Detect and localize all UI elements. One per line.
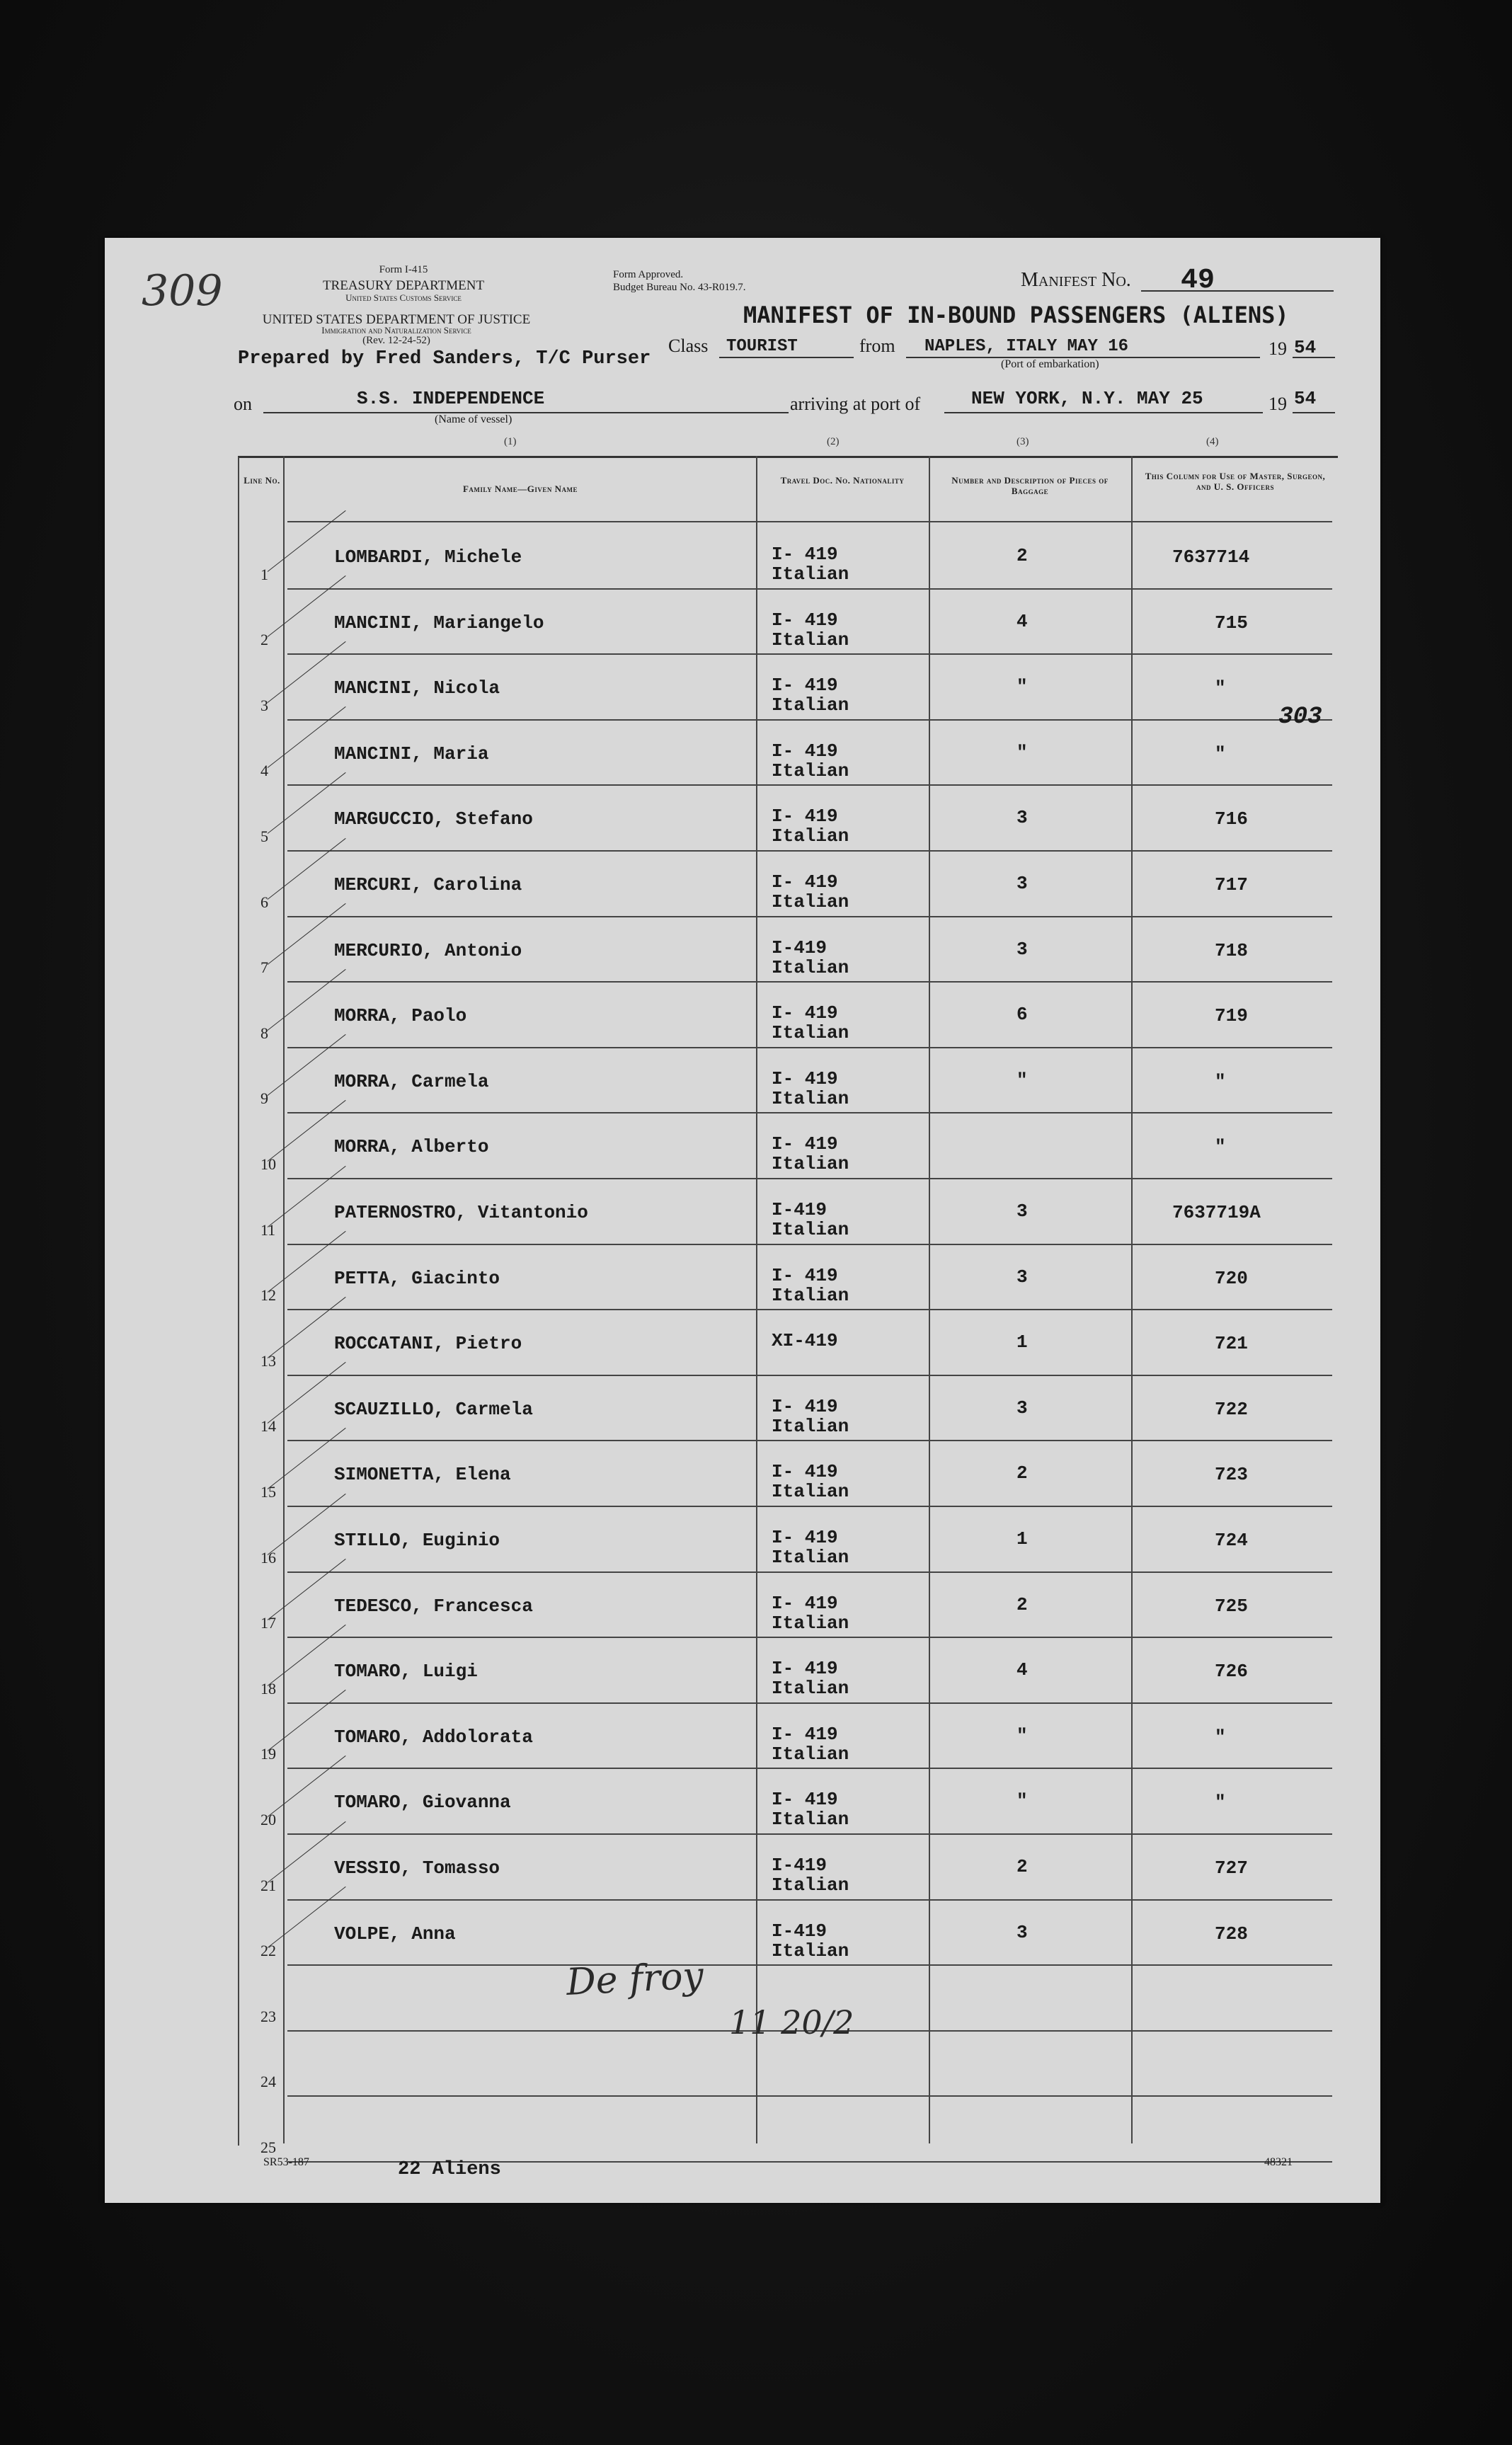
travel-doc-number: I- 419 (772, 871, 838, 893)
travel-doc-number: I- 419 (772, 1002, 838, 1024)
travel-doc-number: I- 419 (772, 1461, 838, 1483)
travel-doc-number: I- 419 (772, 1658, 838, 1680)
row-line-number: 10 (260, 1155, 276, 1173)
nationality: Italian (772, 1153, 849, 1175)
baggage-count: " (1016, 741, 1028, 763)
travel-doc-number: I- 419 (772, 740, 838, 762)
officer-number: 7637719A (1172, 1202, 1261, 1223)
manifest-no-value: 49 (1181, 265, 1215, 297)
nationality: Italian (772, 1219, 849, 1240)
table-row-line (287, 1440, 1332, 1441)
officer-number: 721 (1215, 1333, 1248, 1355)
nationality: Italian (772, 1809, 849, 1831)
officer-number: " (1215, 1726, 1226, 1748)
officer-number: 7637714 (1172, 546, 1250, 568)
arrival-port: NEW YORK, N.Y. MAY 25 (971, 388, 1203, 409)
officer-number: 724 (1215, 1530, 1248, 1551)
handwritten-signature: De froy (565, 1954, 705, 2005)
print-number: 48321 (1264, 2156, 1293, 2168)
nationality: Italian (772, 1284, 849, 1306)
year-2: 54 (1294, 388, 1317, 409)
officer-number: " (1215, 677, 1226, 699)
baggage-count: 2 (1016, 1856, 1028, 1877)
arrival-underline (944, 412, 1263, 413)
manifest-no-label: Manifest No. (1021, 269, 1131, 291)
baggage-count: 3 (1016, 807, 1028, 829)
header-name: Family Name—Given Name (462, 483, 578, 494)
nationality: Italian (772, 891, 849, 912)
baggage-count: 3 (1016, 1397, 1028, 1419)
row-line-number: 24 (260, 2073, 276, 2091)
passenger-name: MORRA, Alberto (334, 1136, 489, 1158)
row-line-number: 20 (260, 1811, 276, 1828)
passenger-name: SIMONETTA, Elena (334, 1464, 511, 1486)
baggage-count: 6 (1016, 1004, 1028, 1026)
passenger-name: MERCURIO, Antonio (334, 939, 522, 961)
travel-doc-number: I- 419 (772, 1264, 838, 1286)
passenger-name: PETTA, Giacinto (334, 1267, 500, 1289)
col-divider (1131, 456, 1133, 2143)
header-bottom-line (287, 521, 1332, 522)
year-prefix-2: 19 (1268, 394, 1287, 414)
class-value: TOURIST (726, 337, 798, 356)
passenger-name: TOMARO, Addolorata (334, 1726, 533, 1748)
baggage-count: 2 (1016, 545, 1028, 566)
nationality: Italian (772, 1743, 849, 1765)
arriving-label: arriving at port of (790, 394, 921, 414)
officer-number: " (1215, 1070, 1226, 1092)
table-row-line (287, 1899, 1332, 1901)
nationality: Italian (772, 1940, 849, 1962)
col-number-2: (2) (827, 436, 840, 447)
travel-doc-number: I- 419 (772, 1395, 838, 1417)
year-underline-1 (1293, 357, 1335, 358)
table-row-line (287, 1571, 1332, 1573)
baggage-count: 3 (1016, 1921, 1028, 1943)
nationality: Italian (772, 1481, 849, 1503)
table-row-line (287, 850, 1332, 852)
vessel-caption: (Name of vessel) (435, 413, 512, 425)
passenger-name: PATERNOSTRO, Vitantonio (334, 1202, 588, 1223)
table-row-line (287, 1112, 1332, 1113)
row-line-number: 22 (260, 1942, 276, 1960)
table-row-line (287, 1506, 1332, 1507)
passenger-name: MERCURI, Carolina (334, 874, 522, 895)
baggage-count: " (1016, 676, 1028, 698)
table-row-line (287, 1244, 1332, 1245)
passenger-name: ROCCATANI, Pietro (334, 1333, 522, 1355)
year-prefix-1: 19 (1268, 338, 1287, 359)
table-row-line (287, 588, 1332, 590)
row-line-number: 7 (260, 958, 268, 977)
row-line-number: 2 (260, 631, 268, 649)
header-baggage: Number and Description of Pieces of Baggage (951, 475, 1109, 496)
nationality: Italian (772, 1612, 849, 1634)
travel-doc-number: I- 419 (772, 544, 838, 565)
nationality: Italian (772, 1678, 849, 1700)
officer-number: 717 (1215, 874, 1248, 895)
row-line-number: 21 (260, 1876, 276, 1894)
col-number-3: (3) (1016, 436, 1029, 447)
row-line-number: 8 (260, 1024, 268, 1042)
row-line-number: 16 (260, 1548, 276, 1567)
col-divider (929, 456, 930, 2143)
officer-number: 715 (1215, 612, 1248, 634)
passenger-name: MANCINI, Mariangelo (334, 612, 544, 634)
travel-doc-number: I-419 (772, 1855, 827, 1876)
row-line-number: 19 (260, 1745, 276, 1763)
nationality: Italian (772, 760, 849, 781)
row-line-number: 14 (260, 1417, 276, 1436)
customs-service: United States Customs Service (345, 292, 462, 303)
table-row-line (287, 653, 1332, 655)
manifest-title: MANIFEST OF IN-BOUND PASSENGERS (ALIENS) (743, 302, 1289, 328)
row-line-number: 6 (260, 893, 268, 911)
officer-number: " (1215, 743, 1226, 765)
travel-doc-number: I- 419 (772, 1067, 838, 1089)
header-line-no: Line No. (244, 475, 280, 486)
passenger-name: VESSIO, Tomasso (334, 1857, 500, 1879)
table-row-line (287, 981, 1332, 983)
baggage-count: 1 (1016, 1528, 1028, 1550)
travel-doc-number: I-419 (772, 1920, 827, 1942)
table-row-line (287, 1768, 1332, 1769)
row-line-number: 25 (260, 2138, 276, 2156)
baggage-count: " (1016, 1724, 1028, 1746)
officer-number: 727 (1215, 1857, 1248, 1879)
row-line-number: 1 (260, 565, 268, 583)
travel-doc-number: I- 419 (772, 1592, 838, 1614)
row-line-number: 3 (260, 696, 268, 714)
travel-doc-number: I- 419 (772, 806, 838, 828)
nationality: Italian (772, 1547, 849, 1568)
table-row-line (287, 1964, 1332, 1966)
baggage-count: 3 (1016, 873, 1028, 894)
officer-number: 722 (1215, 1398, 1248, 1420)
passenger-name: MORRA, Carmela (334, 1070, 489, 1092)
col-divider (283, 456, 285, 2143)
baggage-count: 1 (1016, 1332, 1028, 1353)
row-line-number: 13 (260, 1351, 276, 1370)
row-line-number: 15 (260, 1483, 276, 1501)
row-line-number: 4 (260, 762, 268, 780)
handwritten-fraction: 11 20/2 (729, 2003, 854, 2042)
passenger-name: MORRA, Paolo (334, 1005, 467, 1027)
baggage-count: 2 (1016, 1462, 1028, 1484)
ins-service: Immigration and Naturalization Service (321, 325, 471, 336)
baggage-count: 3 (1016, 1201, 1028, 1222)
nationality: Italian (772, 1087, 849, 1109)
table-row-line (287, 2095, 1332, 2097)
dept-justice: UNITED STATES DEPARTMENT OF JUSTICE (262, 312, 531, 327)
table-row-line (287, 1178, 1332, 1179)
form-revision: (Rev. 12-24-52) (362, 335, 430, 346)
form-approved: Form Approved. (613, 269, 684, 280)
nationality: Italian (772, 629, 849, 651)
travel-doc-number: I- 419 (772, 1789, 838, 1811)
class-label: Class (668, 336, 709, 356)
port-embark-caption: (Port of embarkation) (1001, 358, 1099, 370)
travel-doc-number: I- 419 (772, 675, 838, 697)
nationality: Italian (772, 825, 849, 847)
form-code: SR53-187 (263, 2156, 309, 2168)
prepared-by: Prepared by Fred Sanders, T/C Purser (238, 348, 651, 370)
baggage-count: 4 (1016, 1659, 1028, 1681)
travel-doc-number: I-419 (772, 937, 827, 958)
row-line-number: 9 (260, 1089, 268, 1108)
passenger-name: MANCINI, Nicola (334, 677, 500, 699)
travel-doc-number: I- 419 (772, 609, 838, 631)
col-divider (756, 456, 757, 2143)
travel-doc-number: I- 419 (772, 1723, 838, 1745)
table-row-line (287, 1702, 1332, 1704)
row-line-number: 18 (260, 1679, 276, 1697)
baggage-count: 3 (1016, 1266, 1028, 1288)
nationality: Italian (772, 694, 849, 716)
passenger-name: MANCINI, Maria (334, 743, 489, 765)
officer-number: 725 (1215, 1595, 1248, 1617)
passenger-name: LOMBARDI, Michele (334, 546, 522, 568)
row-line-number: 17 (260, 1614, 276, 1632)
budget-bureau: Budget Bureau No. 43-R019.7. (613, 282, 746, 293)
passenger-name: TOMARO, Luigi (334, 1661, 478, 1683)
table-row-line (287, 1833, 1332, 1835)
row-line-number: 5 (260, 828, 268, 845)
officer-number: " (1215, 1792, 1226, 1814)
passenger-name: TEDESCO, Francesca (334, 1595, 533, 1617)
header-doc: Travel Doc. No. Nationality (780, 475, 905, 486)
table-row-line (287, 1309, 1332, 1310)
passenger-name: MARGUCCIO, Stefano (334, 808, 533, 830)
handwritten-page-mark: 309 (142, 266, 223, 316)
margin-note: 303 (1275, 704, 1325, 731)
manifest-no-underline (1141, 290, 1334, 292)
nationality: Italian (772, 956, 849, 978)
table-row-line (287, 1047, 1332, 1048)
passenger-name: TOMARO, Giovanna (334, 1792, 511, 1814)
vessel-underline (263, 412, 789, 413)
travel-doc-number: I-419 (772, 1199, 827, 1220)
passenger-name: STILLO, Euginio (334, 1530, 500, 1551)
year-underline-2 (1293, 412, 1335, 413)
col-number-4: (4) (1206, 436, 1219, 447)
baggage-count: 4 (1016, 610, 1028, 632)
officer-number: " (1215, 1136, 1226, 1158)
table-row-line (287, 1375, 1332, 1376)
row-line-number: 23 (260, 2007, 276, 2025)
col-number-1: (1) (504, 436, 517, 447)
passenger-name: VOLPE, Anna (334, 1923, 456, 1945)
class-underline (719, 357, 854, 358)
nationality: Italian (772, 1022, 849, 1044)
from-value: NAPLES, ITALY MAY 16 (924, 337, 1129, 356)
officer-number: 719 (1215, 1005, 1248, 1027)
officer-number: 726 (1215, 1661, 1248, 1683)
baggage-count: 3 (1016, 938, 1028, 960)
total-aliens: 22 Aliens (398, 2159, 501, 2180)
baggage-count: " (1016, 1069, 1028, 1091)
baggage-count: 2 (1016, 1593, 1028, 1615)
officer-number: 728 (1215, 1923, 1248, 1945)
nationality: Italian (772, 1874, 849, 1896)
header-officers: This Column for Use of Master, Surgeon, and U. S. Officers (1145, 471, 1326, 492)
table-row-line (287, 916, 1332, 917)
row-line-number: 12 (260, 1286, 276, 1305)
row-line-number: 11 (260, 1220, 276, 1239)
form-number: Form I-415 (379, 264, 428, 275)
travel-doc-number: I- 419 (772, 1527, 838, 1548)
officer-number: 723 (1215, 1464, 1248, 1486)
from-label: from (859, 336, 895, 356)
passenger-name: SCAUZILLO, Carmela (334, 1398, 533, 1420)
year-1: 54 (1294, 337, 1317, 358)
officer-number: 720 (1215, 1267, 1248, 1289)
table-row-line (287, 1637, 1332, 1638)
nationality: Italian (772, 563, 849, 585)
table-row-line (287, 719, 1332, 721)
table-row-line (287, 784, 1332, 786)
travel-doc-number: I- 419 (772, 1133, 838, 1155)
vessel-name: S.S. INDEPENDENCE (357, 388, 545, 409)
officer-number: 716 (1215, 808, 1248, 830)
baggage-count: " (1016, 1790, 1028, 1812)
nationality: Italian (772, 1415, 849, 1437)
on-label: on (234, 394, 252, 414)
dept-treasury: TREASURY DEPARTMENT (322, 278, 485, 293)
travel-doc-number: XI-419 (772, 1330, 838, 1352)
officer-number: 718 (1215, 939, 1248, 961)
